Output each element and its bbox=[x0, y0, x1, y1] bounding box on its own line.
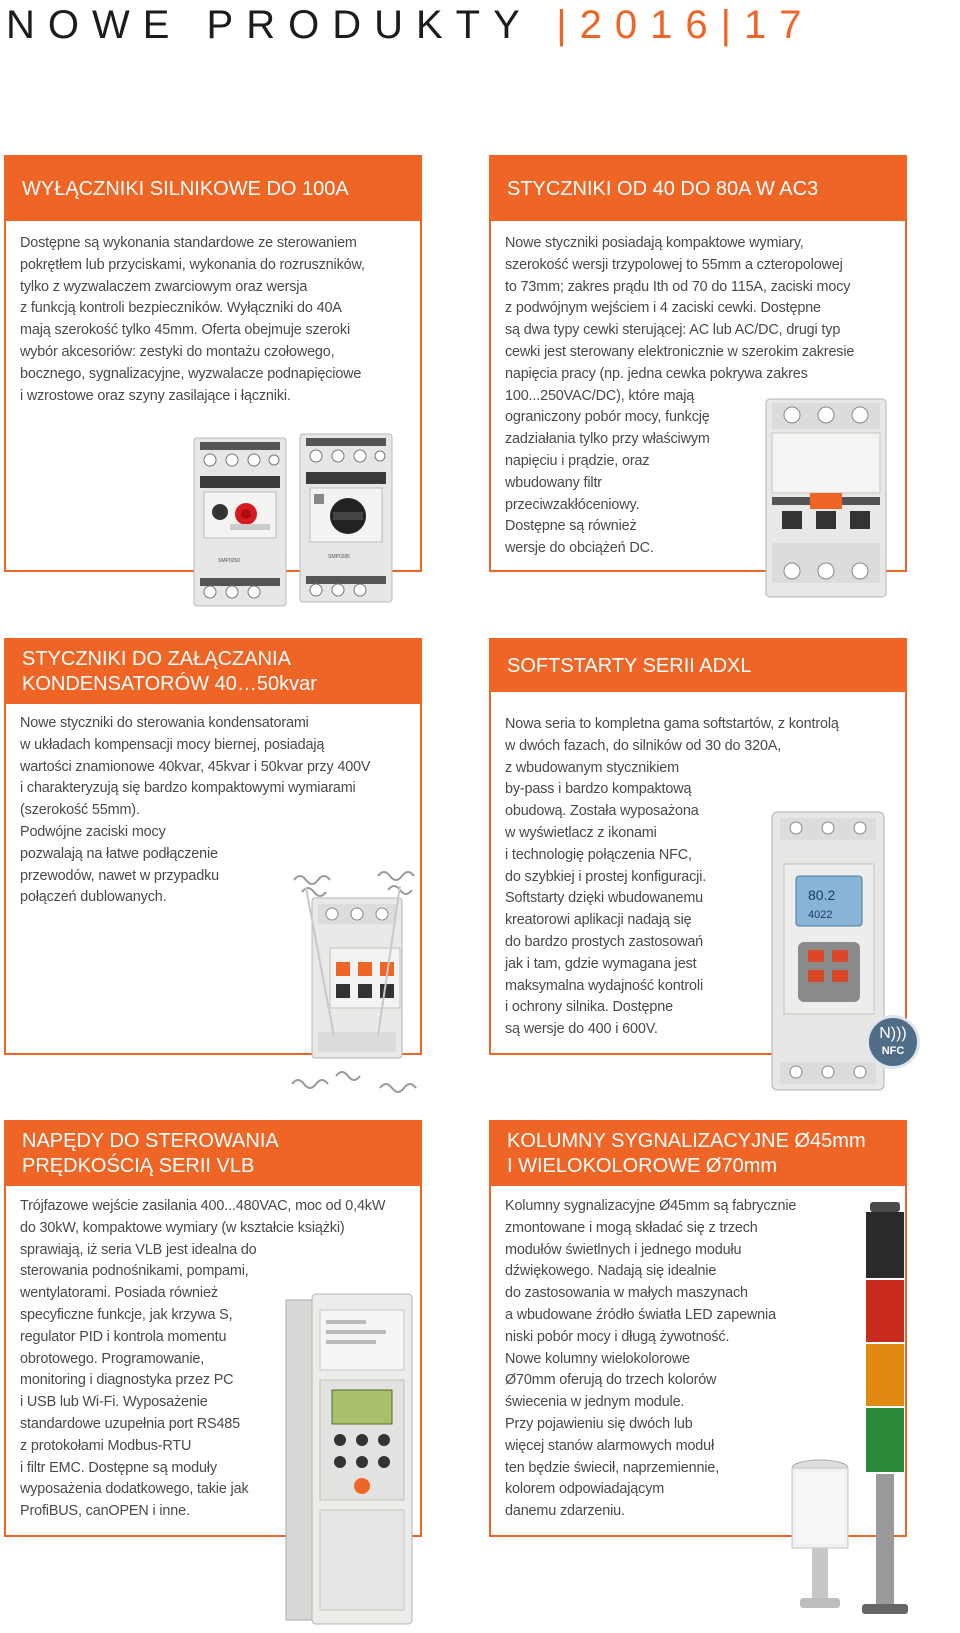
card-title-band bbox=[6, 1122, 420, 1186]
body-line: ProfiBUS, canOPEN i inne. bbox=[20, 1503, 190, 1520]
signal-tower-70mm bbox=[792, 1460, 848, 1608]
body-line: wentylatorami. Posiada również bbox=[20, 1285, 218, 1302]
body-line: wartości znamionowe 40kvar, 45kvar i 50kvar przy 400V bbox=[20, 758, 371, 775]
device-model-label: SMP0285 bbox=[328, 554, 350, 560]
signal-towers-illustration bbox=[778, 1200, 918, 1630]
body-line: obrotowego. Programowanie, bbox=[20, 1350, 205, 1367]
device-model-label: SMP0250 bbox=[218, 558, 240, 564]
body-line: Nowe styczniki do sterowania kondensatorami bbox=[20, 715, 309, 731]
body-line: i filtr EMC. Dostępne są moduły bbox=[20, 1459, 217, 1476]
body-line: standardowe uzupełnia port RS485 bbox=[20, 1415, 241, 1432]
motor-breakers-illustration bbox=[190, 432, 420, 610]
card-title-line: I WIELOKOLOROWE Ø70mm bbox=[507, 1155, 778, 1177]
body-line: w układach kompensacji mocy biernej, posiadają bbox=[20, 736, 325, 753]
card-title-band bbox=[6, 640, 420, 704]
body-line: tylko z wyzwalaczem zwarciowym oraz wersja bbox=[20, 278, 308, 295]
title-separator: | bbox=[556, 3, 580, 47]
card-title-line: WYŁĄCZNIKI SILNIKOWE DO 100A bbox=[22, 177, 349, 200]
body-line: i technologię połączenia NFC, bbox=[505, 846, 692, 863]
body-line: świecenia w jednym module. bbox=[505, 1394, 685, 1411]
body-line: pozwalają na łatwe podłączenie bbox=[20, 845, 218, 862]
body-line: Ø70mm oferują do trzech kolorów bbox=[505, 1372, 717, 1389]
body-line: monitoring i diagnostyka przez PC bbox=[20, 1372, 234, 1389]
body-line: Nowa seria to kompletna gama softstartów, z kontrolą bbox=[505, 716, 839, 732]
body-line: niski pobór mocy i długą żywotność. bbox=[505, 1328, 730, 1345]
body-line: sprawiają, iż seria VLB jest idealna do bbox=[20, 1241, 257, 1258]
body-line: zadziałania tylko przy właściwym bbox=[505, 431, 710, 448]
body-line: w wyświetlacz z ikonami bbox=[505, 824, 657, 841]
body-line: regulator PID i kontrola momentu bbox=[20, 1328, 227, 1345]
signal-tower-45mm bbox=[862, 1202, 908, 1614]
body-line: specyficzne funkcje, jak krzywa S, bbox=[20, 1306, 233, 1323]
year-second: 17 bbox=[743, 3, 815, 47]
body-line: Podwójne zaciski mocy bbox=[20, 823, 166, 840]
body-line: dźwiękowego. Nadają się idealnie bbox=[505, 1263, 717, 1280]
motor-breaker-device bbox=[194, 438, 286, 606]
card-title-band bbox=[6, 157, 420, 221]
body-line: Nowe styczniki posiadają kompaktowe wymiary, bbox=[505, 235, 804, 251]
body-line: modułów świetlnych i jednego modułu bbox=[505, 1241, 742, 1258]
body-line: mają szerokość tylko 45mm. Oferta obejmuje szeroki bbox=[20, 322, 350, 339]
body-line: więcej stanów alarmowych moduł bbox=[505, 1437, 715, 1454]
body-line: ograniczony pobór mocy, funkcję bbox=[505, 409, 710, 426]
body-line: 100...250VAC/DC), które mają bbox=[505, 387, 695, 404]
body-line: z protokołami Modbus-RTU bbox=[20, 1437, 192, 1454]
body-line: by-pass i bardzo kompaktową bbox=[505, 781, 692, 798]
nfc-waves-icon: N))) bbox=[879, 1025, 907, 1042]
body-line: kreatorowi aplikacji nadają się bbox=[505, 912, 692, 929]
body-line: i ochrony silnika. Dostępne bbox=[505, 999, 673, 1016]
body-line: pokrętłem lub przyciskami, wykonania do rozruszników, bbox=[20, 256, 365, 273]
contactor-illustration bbox=[762, 393, 892, 603]
body-line: wyposażenia dodatkowego, takie jak bbox=[20, 1481, 249, 1498]
body-line: to 73mm; zakres prądu Ith od 70 do 115A, zaciski mocy bbox=[505, 278, 851, 295]
body-line: przewodów, nawet w przypadku bbox=[20, 867, 219, 884]
body-line: napięcia pracy (np. jedna cewka pokrywa zakres bbox=[505, 365, 808, 382]
card-title-band bbox=[491, 640, 905, 692]
body-line: wybór akcesoriów: zestyki do montażu czołowego, bbox=[20, 343, 335, 360]
card-title-band bbox=[491, 1122, 905, 1186]
body-line: kolorem odpowiadającym bbox=[505, 1481, 665, 1498]
body-line: i charakteryzują się bardzo kompaktowymi wymiarami bbox=[20, 780, 356, 797]
body-line: z funkcją kontroli bezpieczników. Wyłączniki do 40A bbox=[20, 300, 342, 317]
body-line: do szybkiej i prostej konfiguracji. bbox=[505, 868, 707, 885]
body-line: do zastosowania w małych maszynach bbox=[505, 1285, 748, 1302]
body-line: zmontowane i mogą składać się z trzech bbox=[505, 1219, 758, 1236]
page-title bbox=[6, 0, 946, 50]
body-line: z wbudowanym stycznikiem bbox=[505, 759, 679, 776]
body-line: a wbudowane źródło światła LED zapewnia bbox=[505, 1306, 776, 1323]
body-line: cewki jest sterowany elektronicznie w szerokim zakresie bbox=[505, 343, 855, 360]
card-title-line: STYCZNIKI DO ZAŁĄCZANIA bbox=[22, 648, 291, 670]
body-line: w dwóch fazach, do silników od 30 do 320A, bbox=[505, 737, 782, 754]
body-line: Przy pojawieniu się dwóch lub bbox=[505, 1415, 693, 1432]
body-line: i USB lub Wi-Fi. Wyposażenie bbox=[20, 1394, 208, 1411]
body-line: Trójfazowe wejście zasilania 400...480VAC, moc od 0,4kW bbox=[20, 1198, 386, 1214]
nfc-badge bbox=[866, 1015, 920, 1069]
title-separator: | bbox=[720, 3, 744, 47]
body-line: są wersje do 400 i 600V. bbox=[505, 1021, 658, 1038]
body-line: są dwa typy cewki sterującej: AC lub AC/DC, drugi typ bbox=[505, 322, 841, 339]
body-line: Softstarty dzięki wbudowanemu bbox=[505, 890, 704, 907]
body-line: i wzrostowe oraz szyny zasilające i łączniki. bbox=[20, 387, 291, 404]
body-line: do 30kW, kompaktowe wymiary (w kształcie książki) bbox=[20, 1219, 345, 1236]
body-line: ten będzie świecił, naprzemiennie, bbox=[505, 1459, 720, 1476]
body-line: szerokość wersji trzypolowej to 55mm a czteropolowej bbox=[505, 256, 843, 273]
body-line: (szerokość 55mm). bbox=[20, 802, 140, 819]
display-readout-secondary: 4022 bbox=[808, 909, 833, 921]
body-line: przeciwzakłóceniowy. bbox=[505, 496, 640, 513]
card-description bbox=[20, 233, 406, 407]
body-line: bocznego, sygnalizacyjne, wyzwalacze podnapięciowe bbox=[20, 365, 362, 382]
display-readout-main: 80.2 bbox=[808, 887, 836, 903]
motor-breaker-device bbox=[300, 434, 392, 602]
body-line: napięciu i prądzie, oraz bbox=[505, 452, 650, 469]
body-line: Dostępne są również bbox=[505, 518, 637, 535]
body-line: danemu zdarzeniu. bbox=[505, 1503, 625, 1520]
body-line: wersje do obciążeń DC. bbox=[505, 540, 654, 557]
capacitor-contactor-illustration bbox=[282, 868, 432, 1100]
body-line: do bardzo prostych zastosowań bbox=[505, 933, 704, 950]
body-line: sterowania podnośnikami, pompami, bbox=[20, 1263, 249, 1280]
body-line: obudową. Została wyposażona bbox=[505, 803, 699, 820]
card-title-line: SOFTSTARTY SERII ADXL bbox=[507, 654, 752, 677]
card-title-line: STYCZNIKI OD 40 DO 80A W AC3 bbox=[507, 177, 819, 200]
body-line: maksymalna wydajność kontroli bbox=[505, 977, 703, 994]
page-title-text: NOWE PRODUKTY bbox=[6, 3, 533, 47]
nfc-label: NFC bbox=[881, 1045, 905, 1057]
card-title-line: KONDENSATORÓW 40…50kvar bbox=[22, 673, 317, 695]
body-line: wbudowany filtr bbox=[505, 474, 602, 491]
body-line: połączeń dublowanych. bbox=[20, 889, 167, 906]
body-line: z podwójnym wejściem i 4 zaciski cewki. Dostępne bbox=[505, 300, 821, 317]
card-title-band bbox=[491, 157, 905, 221]
body-line: jak i tam, gdzie wymagana jest bbox=[505, 955, 697, 972]
body-line: Dostępne są wykonania standardowe ze sterowaniem bbox=[20, 235, 357, 251]
card-title-line: NAPĘDY DO STEROWANIA bbox=[22, 1130, 279, 1152]
card-title-line: KOLUMNY SYGNALIZACYJNE Ø45mm bbox=[507, 1130, 866, 1152]
card-title-line: PRĘDKOŚCIĄ SERII VLB bbox=[22, 1155, 255, 1177]
body-line: Kolumny sygnalizacyjne Ø45mm są fabrycznie bbox=[505, 1198, 797, 1214]
body-line: Nowe kolumny wielokolorowe bbox=[505, 1350, 690, 1367]
vfd-drive-illustration bbox=[282, 1290, 418, 1630]
year-first: 2016 bbox=[579, 3, 721, 47]
